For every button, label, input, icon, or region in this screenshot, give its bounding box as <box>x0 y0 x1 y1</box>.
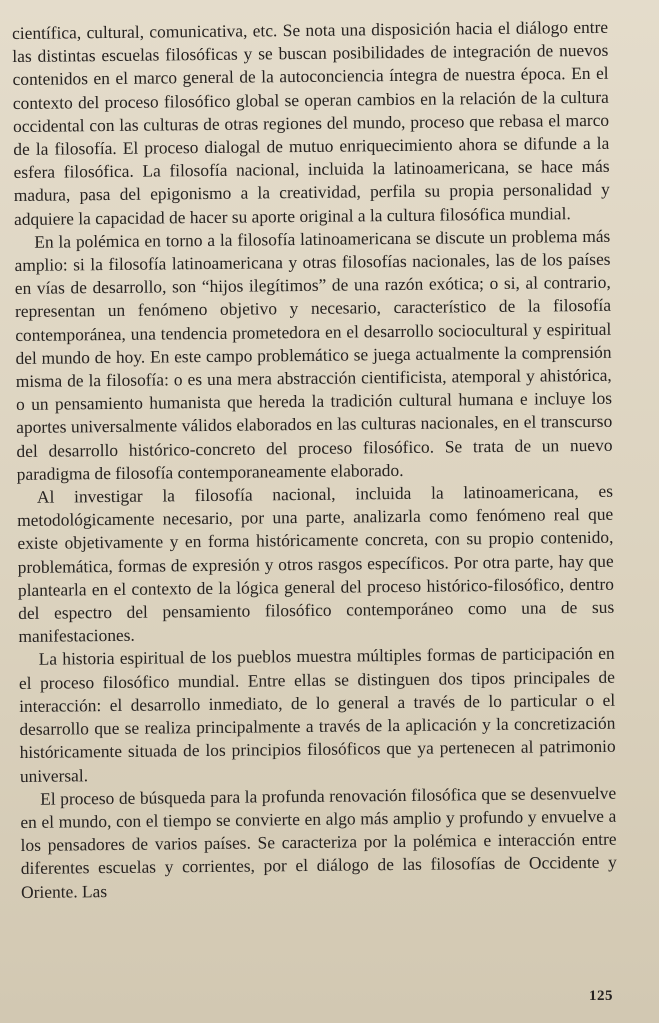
body-text <box>12 16 617 904</box>
paragraph-spiritual-history: La historia espiritual de los pueblos muestra múltiples formas de participación en el proceso filosófico mundial. Entre ellas se distinguen dos tipos principales de interacción: el desarrollo inmediato, de lo general a través de lo particular o el desarrollo que se realiza principalmente a través de la aplicación y la concretización históricamente situada de los principios filosóficos que ya pertenecen al patrimonio universal. <box>18 643 616 786</box>
paragraph-polemic: En la polémica en torno a la filosofía latinoamericana se discute un problema más amplio: si la filosofía latinoamericana y otras filosofías nacionales, las de los países en vías de desarrollo, son “hijos ilegítimos” de una razón exótica; o si, al contrario, representan un fenómeno objetivo y necesario, característico de la filosofía contemporánea, una tendencia prometedora en el desarrollo sociocultural y espiritual del mundo de hoy. En este campo problemático se juega actualmente la comprensión misma de la filosofía: o es una mera abstracción cientificista, atemporal y ahistórica, o un pensamiento humanista que hereda la tradición cultural humana e incluye los aportes universalmente válidos elaborados en las culturas nacionales, en el transcurso del desarrollo histórico-concreto del proceso filosófico. Se trata de un nuevo paradigma de filosofía contemporaneamente elaborado. <box>14 225 613 484</box>
paragraph-national-philosophy: Al investigar la filosofía nacional, incluida la latinoamericana, es metodológicamente necesario, por una parte, analizarla como fenómeno real que existe objetivamente y en forma históricamente concreta, con su propio contenido, problemática, formas de expresión y otros rasgos específicos. Por otra parte, hay que plantearla en el contexto de la lógica general del proceso histórico-filosófico, dentro del espectro del pensamiento filosófico contemporáneo como una de sus manifestaciones. <box>17 480 615 647</box>
paragraph-renewal-process: El proceso de búsqueda para la profunda renovación filosófica que se desenvuelve en el mundo, con el tiempo se convierte en algo más amplio y profundo y envuelve a los pensadores de varios países. Se caracteriza por la polémica e interacción entre diferentes escuelas y corrientes, por el diálogo de las filosofías de Occidente y Oriente. Las <box>20 782 617 902</box>
paragraph-continuation: científica, cultural, comunicativa, etc. Se nota una disposición hacia el diálogo entre las distintas escuelas filosóficas y se buscan posibilidades de integración de nuevos contenidos en el marco general de la autoconciencia íntegra de nuestra época. En el contexto del proceso filosófico global se operan cambios en la relación de la cultura occidental con las culturas de otras regiones del mundo, proceso que rebasa el marco de la filosofía. El proceso dialogal de mutuo enriquecimiento ahora se difunde a la esfera filosófica. La filosofía nacional, incluida la latinoamericana, se hace más madura, pasa del epigonismo a la creatividad, perfila su propia personalidad y adquiere la capacidad de hacer su aporte original a la cultura filosófica mundial. <box>12 16 610 229</box>
page-number: 125 <box>589 988 613 1004</box>
